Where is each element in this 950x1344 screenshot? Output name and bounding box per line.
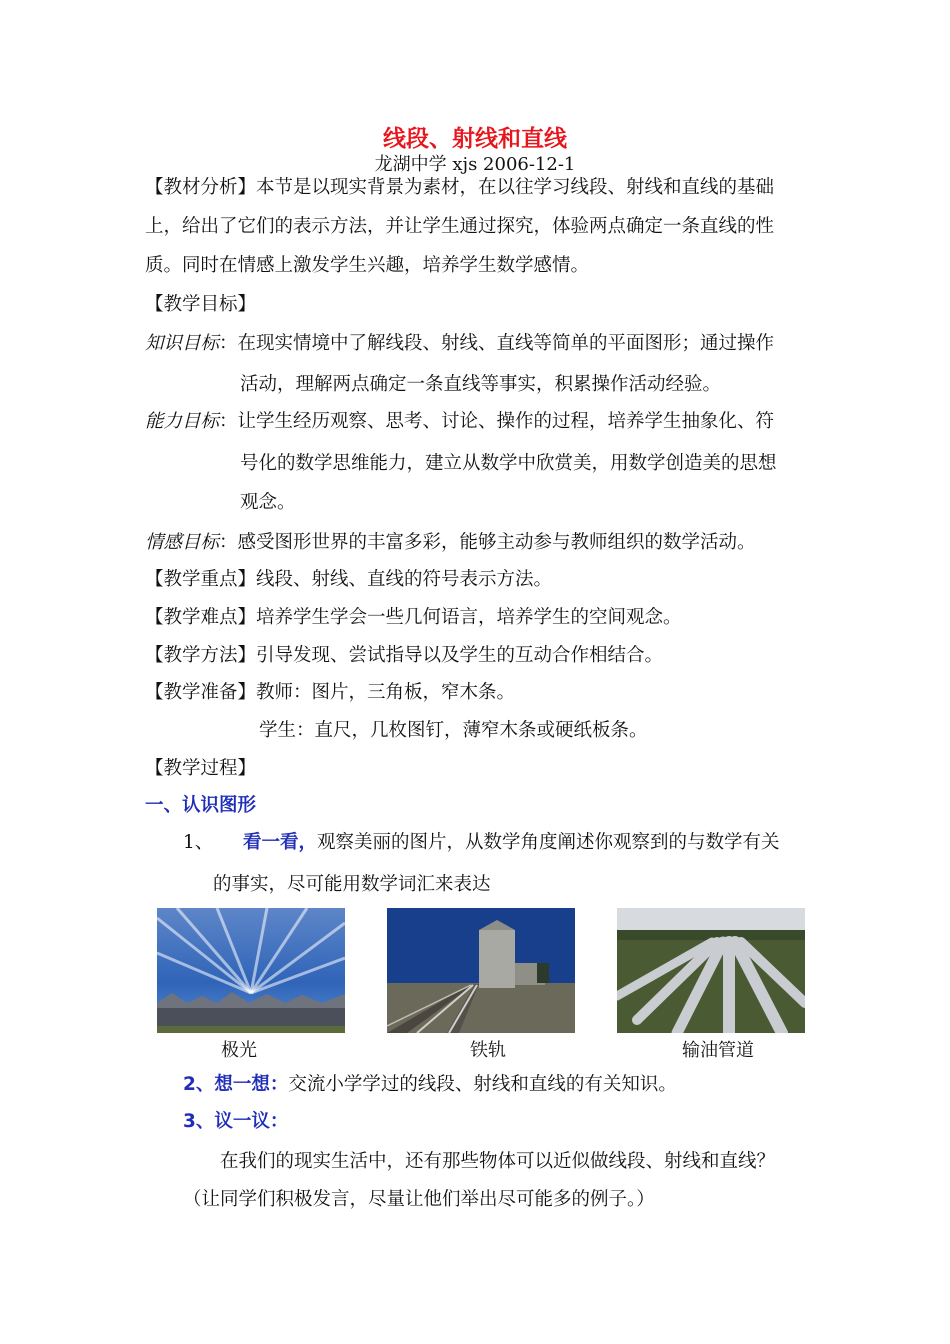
emotion-goal-text: ：感受图形世界的丰富多彩，能够主动参与教师组织的数学活动。 <box>219 532 756 553</box>
item1-text-1: 观察美丽的图片，从数学角度阐述你观察到的与数学有关 <box>317 832 780 853</box>
methods-label: 【教学方法】 <box>145 645 257 666</box>
analysis-line-1 <box>145 176 774 200</box>
analysis-label: 【教材分析】 <box>145 177 257 198</box>
section1-heading: 一、认识图形 <box>145 795 257 816</box>
item1-number: 1、 <box>183 832 214 853</box>
item1-line-2: 的事实，尽可能用数学词汇来表达 <box>213 874 491 895</box>
analysis-line-2: 上，给出了它们的表示方法，并让学生通过探究，体验两点确定一条直线的性 <box>145 216 775 237</box>
preparation-line <box>145 681 515 705</box>
knowledge-goal-label: 知识目标 <box>145 333 220 354</box>
document-title: 线段、射线和直线 <box>383 126 567 152</box>
document-subtitle: 龙湖中学 xjs 2006-12-1 <box>374 154 576 175</box>
pipeline-photo <box>617 908 805 1033</box>
difficulties-line <box>145 606 682 630</box>
pipeline-caption: 输油管道 <box>682 1040 754 1061</box>
knowledge-goal-line-1 <box>145 332 774 356</box>
item2-text: 交流小学学过的线段、射线和直线的有关知识。 <box>288 1074 677 1095</box>
preparation-label: 【教学准备】 <box>145 682 257 703</box>
analysis-text-1: 本节是以现实背景为素材，在以往学习线段、射线和直线的基础 <box>256 177 775 198</box>
ability-goal-line-2: 号化的数学思维能力，建立从数学中欣赏美，用数学创造美的思想 <box>240 453 777 474</box>
difficulties-label: 【教学难点】 <box>145 607 257 628</box>
item1-bold-label: 看一看， <box>243 832 318 853</box>
railway-caption: 铁轨 <box>470 1040 506 1061</box>
analysis-line-3: 质。同时在情感上激发学生兴趣，培养学生数学感情。 <box>145 255 590 276</box>
preparation-teacher: 教师：图片，三角板，窄木条。 <box>256 682 516 703</box>
item1-line-1 <box>243 831 780 855</box>
item3-line-1: 在我们的现实生活中，还有那些物体可以近似做线段、射线和直线？ <box>220 1151 776 1172</box>
ability-goal-line-1 <box>145 410 774 434</box>
ability-goal-text-1: ：让学生经历观察、思考、讨论、操作的过程，培养学生抽象化、符 <box>219 411 775 432</box>
process-label: 【教学过程】 <box>145 758 257 779</box>
knowledge-goal-line-2: 活动，理解两点确定一条直线等事实，积累操作活动经验。 <box>240 374 722 395</box>
item2-bold-label: 2、想一想： <box>183 1074 289 1095</box>
emotion-goal-line <box>145 531 756 555</box>
item3-line-2: （让同学们积极发言，尽量让他们举出尽可能多的例子。） <box>183 1189 655 1210</box>
goals-label: 【教学目标】 <box>145 294 257 315</box>
emotion-goal-label: 情感目标 <box>145 532 220 553</box>
item2-line <box>183 1073 677 1097</box>
methods-line <box>145 644 663 668</box>
aurora-caption: 极光 <box>221 1040 257 1061</box>
railway-photo <box>387 908 575 1033</box>
ability-goal-line-3: 观念。 <box>240 492 296 513</box>
difficulties-text: 培养学生学会一些几何语言，培养学生的空间观念。 <box>256 607 682 628</box>
methods-text: 引导发现、尝试指导以及学生的互动合作相结合。 <box>256 645 664 666</box>
key-points-label: 【教学重点】 <box>145 569 257 590</box>
preparation-student: 学生：直尺，几枚图钉，薄窄木条或硬纸板条。 <box>259 720 648 741</box>
key-points-line <box>145 568 552 592</box>
key-points-text: 线段、射线、直线的符号表示方法。 <box>256 569 553 590</box>
aurora-photo <box>157 908 345 1033</box>
item3-bold-label: 3、议一议： <box>183 1111 289 1132</box>
ability-goal-label: 能力目标 <box>145 411 220 432</box>
knowledge-goal-text-1: ：在现实情境中了解线段、射线、直线等简单的平面图形；通过操作 <box>219 333 775 354</box>
